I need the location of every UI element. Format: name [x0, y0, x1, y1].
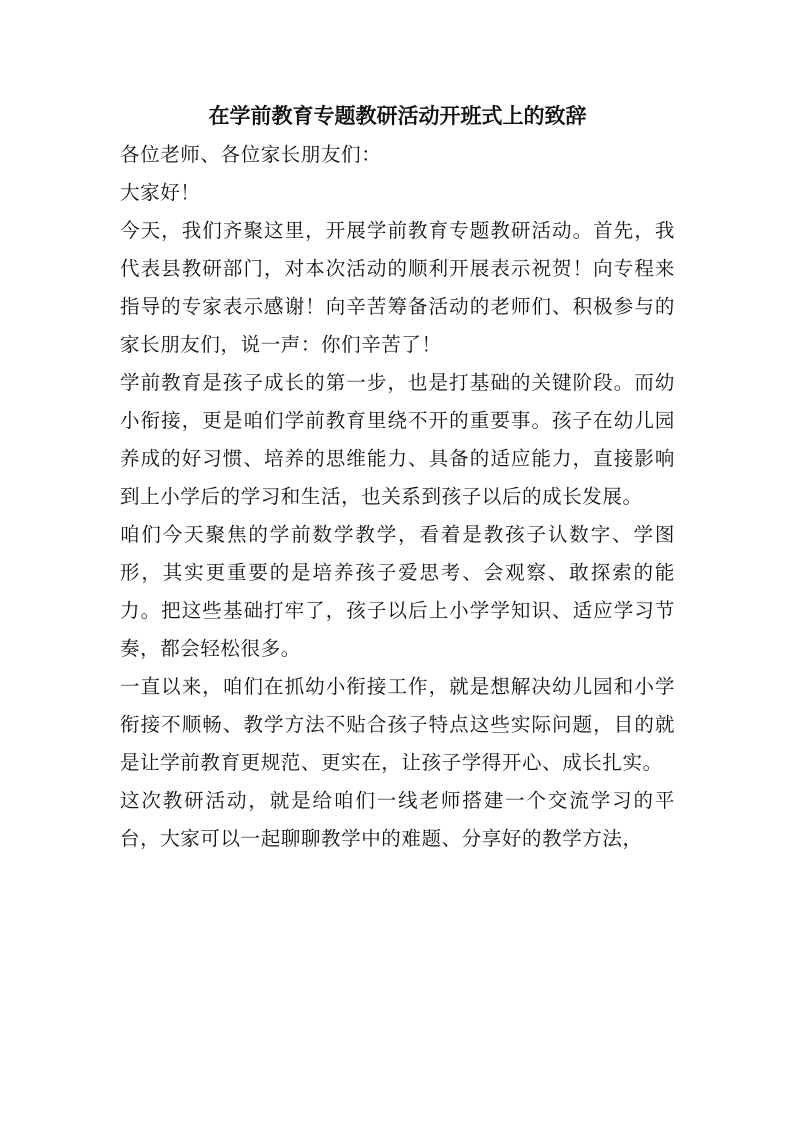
paragraph-1: 今天，我们齐聚这里，开展学前教育专题教研活动。首先，我代表县教研部门，对本次活动的顺利开展表示祝贺！向专程来指导的专家表示感谢！向辛苦筹备活动的老师们、积极参与的家长朋友们，说一声：你们辛苦了！ — [120, 219, 675, 356]
document-title: 在学前教育专题教研活动开班式上的致辞 — [208, 103, 587, 128]
paragraph-2: 学前教育是孩子成长的第一步，也是打基础的关键阶段。而幼小衔接，更是咱们学前教育里绕不开的重要事。孩子在幼儿园养成的好习惯、培养的思维能力、具备的适应能力，直接影响到上小学后的学习和生活，也关系到孩子以后的成长发展。 — [120, 371, 675, 508]
paragraph-5: 这次教研活动，就是给咱们一线老师搭建一个交流学习的平台，大家可以一起聊聊教学中的难题、分享好的教学方法， — [120, 789, 675, 850]
paragraph-3: 咱们今天聚焦的学前数学教学，看着是教孩子认数字、学图形，其实更重要的是培养孩子爱思考、会观察、敢探索的能力。把这些基础打牢了，孩子以后上小学学知识、适应学习节奏，都会轻松很多。 — [120, 523, 675, 660]
document-page — [120, 96, 675, 858]
greeting: 大家好！ — [120, 181, 201, 204]
paragraph-4: 一直以来，咱们在抓幼小衔接工作，就是想解决幼儿园和小学衔接不顺畅、教学方法不贴合孩子特点这些实际问题，目的就是让学前教育更规范、更实在，让孩子学得开心、成长扎实。 — [120, 675, 675, 774]
salutation: 各位老师、各位家长朋友们： — [120, 143, 382, 166]
